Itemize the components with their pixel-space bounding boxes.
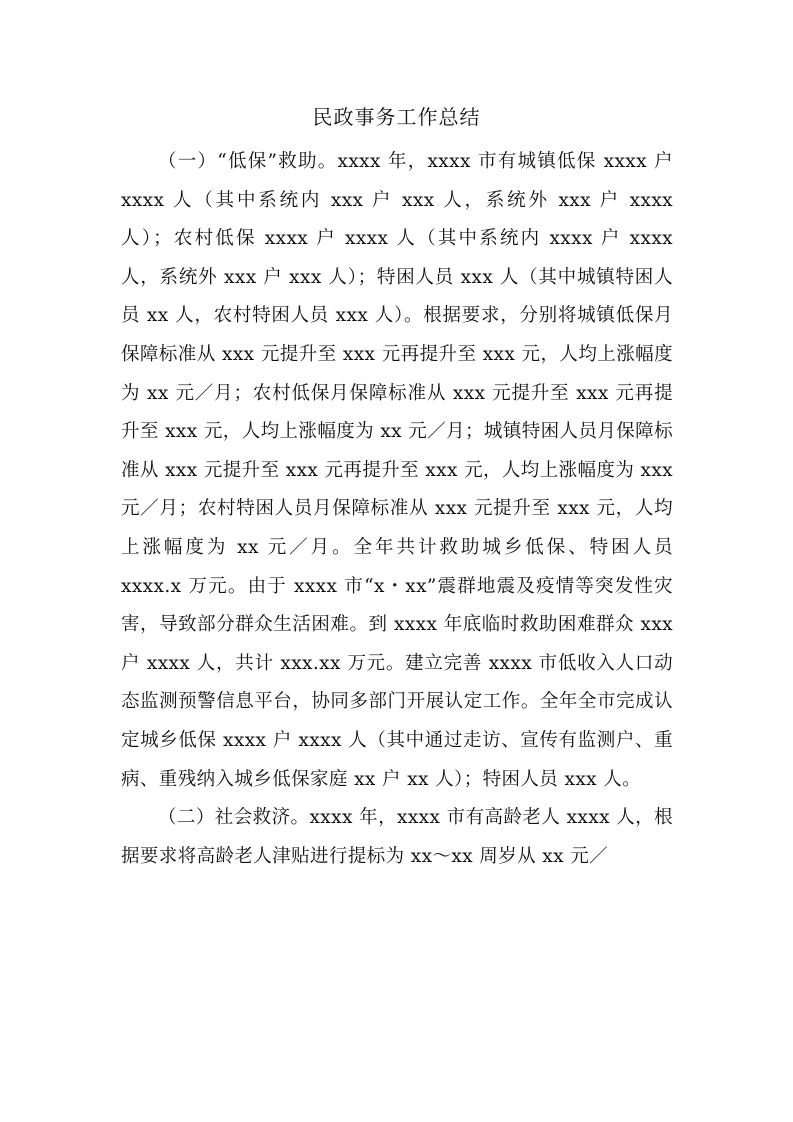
paragraph-social-relief: （二）社会救济。xxxx 年，xxxx 市有高龄老人 xxxx 人，根据要求将高龄老人津贴进行提标为 xx～xx 周岁从 xx 元／: [121, 807, 673, 867]
document-title: 民政事务工作总结: [312, 105, 481, 129]
paragraph-low-income-assistance: （一）“低保”救助。xxxx 年，xxxx 市有城镇低保 xxxx 户 xxxx 人（其中系统内 xxx 户 xxx 人，系统外 xxx 户 xxxx 人）；农村低保 xxxx 户 xxxx 人（其中系统内 xxxx 户 xxxx 人，系统外 xxx 户 xxx 人）；特困人员 xxx 人（其中城镇特困人员 xx 人，农村特困人员 xxx 人）。根据要求，分别将城镇低保月保障标准从 xxx 元提升至 xxx 元再提升至 xxx 元，人均上涨幅度为 xx 元／月；农村低保月保障标准从 xxx 元提升至 xxx 元再提升至 xxx 元，人均上涨幅度为 xx 元／月；城镇特困人员月保障标准从 xxx 元提升至 xxx 元再提升至 xxx 元，人均上涨幅度为 xxx 元／月；农村特困人员月保障标准从 xxx 元提升至 xxx 元，人均上涨幅度为 xx 元／月。全年共计救助城乡低保、特困人员 xxxx.x 万元。由于 xxxx 市“x・xx”震群地震及疫情等突发性灾害，导致部分群众生活困难。到 xxxx 年底临时救助困难群众 xxx 户 xxxx 人，共计 xxx.xx 万元。建立完善 xxxx 市低收入人口动态监测预警信息平台，协同多部门开展认定工作。全年全市完成认定城乡低保 xxxx 户 xxxx 人（其中通过走访、宣传有监测户、重病、重残纳入城乡低保家庭 xx 户 xx 人）；特困人员 xxx 人。: [121, 151, 673, 790]
document-body: [121, 143, 673, 876]
